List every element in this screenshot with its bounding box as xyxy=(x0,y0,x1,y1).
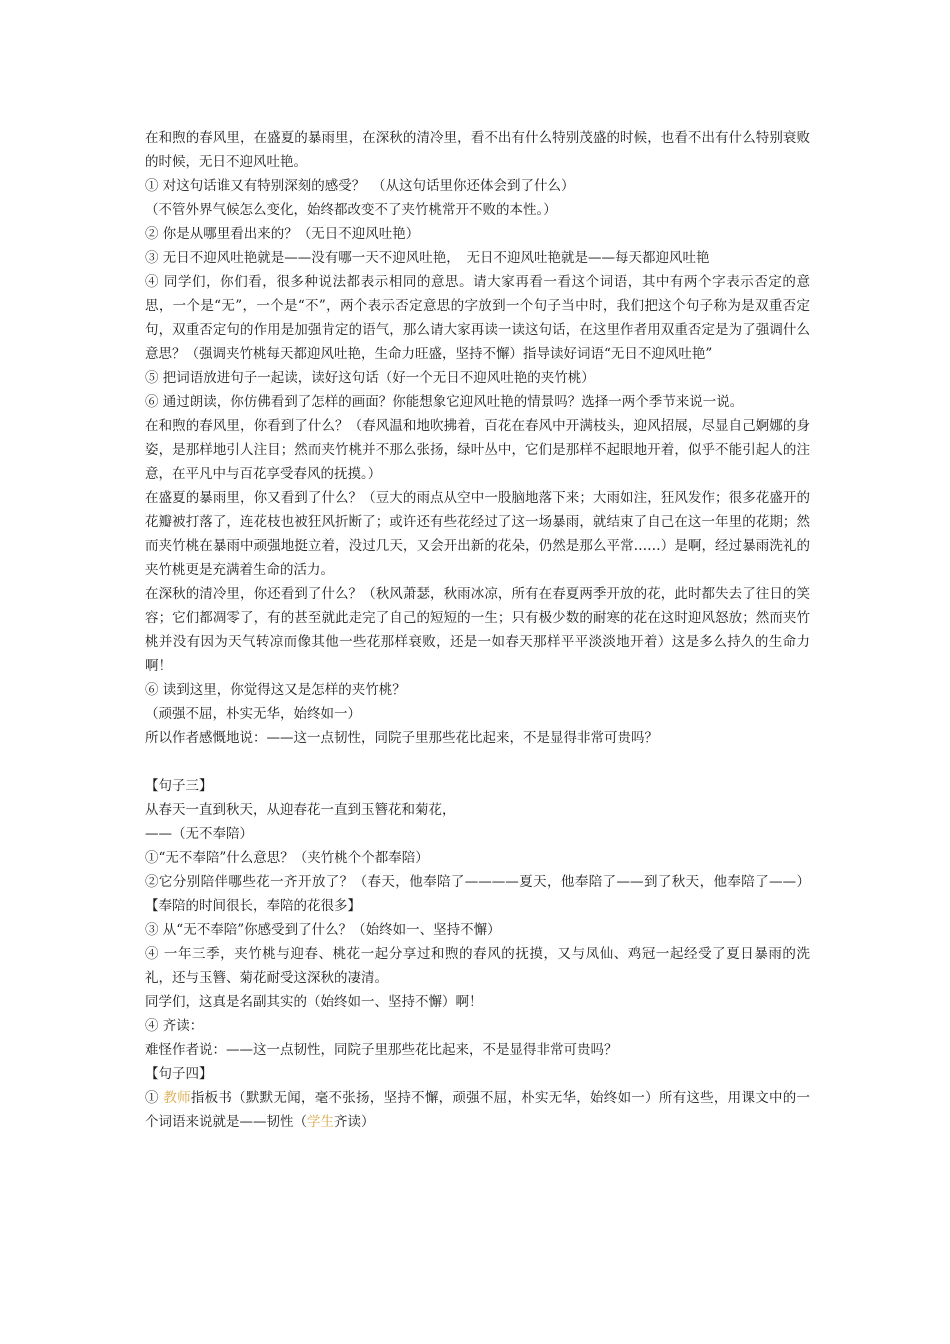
s4-point-1 xyxy=(145,1086,810,1134)
student-link[interactable]: 学生 xyxy=(307,1114,334,1130)
s3-read-aloud: ④ 齐读： xyxy=(145,1018,204,1034)
question-6b: ⑥ 读到这里，你觉得这又是怎样的夹竹桃？ xyxy=(145,682,406,698)
blank-line xyxy=(145,750,810,774)
point-4: ④ 同学们，你们看，很多种说法都表示相同的意思。请大家再看一看这个词语，其中有两个字表示否定的意思，一个是“无”，一个是“不”，两个表示否定意思的字放到一个句子当中时，我们把这个句子称为是双重否定句，双重否定句的作用是加强肯定的语气，那么请大家再读一读这句话，在这里作者用双重否定是为了强调什么意思？（强调夹竹桃每天都迎风吐艳，生命力旺盛，坚持不懈）指导读好词语“无日不迎风吐艳” xyxy=(145,274,810,362)
s3-point-4: ④ 一年三季，夹竹桃与迎春、桃花一起分享过和煦的春风的抚摸，又与凤仙、鸡冠一起经受了夏日暴雨的洗礼，还与玉簪、菊花耐受这深秋的凄清。 xyxy=(145,946,810,986)
paragraph-summer: 在盛夏的暴雨里，你又看到了什么？（豆大的雨点从空中一股脑地落下来；大雨如注，狂风发作；很多花盛开的花瓣被打落了，连花枝也被狂风折断了；或许还有些花经过了这一场暴雨，就结束了自己在这一年里的花期；然而夹竹桃在暴雨中顽强地挺立着，没过几天，又会开出新的花朵，仍然是那么平常……）是啊，经过暴雨洗礼的夹竹桃更是充满着生命的活力。 xyxy=(145,490,810,578)
question-2: ② 你是从哪里看出来的？（无日不迎风吐艳） xyxy=(145,226,420,242)
s4-suffix: 齐读） xyxy=(334,1114,375,1130)
teacher-link[interactable]: 教师 xyxy=(163,1090,191,1106)
sentence-3-fill: ——（无不奉陪） xyxy=(145,826,253,842)
s3-question-1: ①“无不奉陪”什么意思？（夹竹桃个个都奉陪） xyxy=(145,850,429,866)
paragraph-spring: 在和煦的春风里，你看到了什么？（春风温和地吹拂着，百花在春风中开满枝头，迎风招展，尽显自己婀娜的身姿，是那样地引人注目；然而夹竹桃并不那么张扬，绿叶丛中，它们是那样不起眼地开着，似乎不能引起人的注意，在平凡中与百花享受春风的抚摸。） xyxy=(145,418,810,482)
section-heading-4: 【句子四】 xyxy=(145,1066,213,1082)
section-heading-3: 【句子三】 xyxy=(145,778,213,794)
document-page xyxy=(145,126,810,1134)
answer-6b: （顽强不屈，朴实无华，始终如一） xyxy=(145,706,361,722)
paragraph-autumn: 在深秋的清冷里，你还看到了什么？（秋风萧瑟，秋雨冰凉，所有在春夏两季开放的花，此时都失去了往日的笑容；它们都凋零了，有的甚至就此走完了自己的短短的一生；只有极少数的耐寒的花在这时迎风怒放；然而夹竹桃并没有因为天气转凉而像其他一些花那样衰败，还是一如春天那样平平淡淡地开着）这是多么持久的生命力啊！ xyxy=(145,586,810,674)
s3-question-3: ③ 从“无不奉陪”你感受到了什么？（始终如一、坚持不懈） xyxy=(145,922,501,938)
point-3: ③ 无日不迎风吐艳就是——没有哪一天不迎风吐艳， 无日不迎风吐艳就是——每天都迎风吐艳 xyxy=(145,250,710,266)
paragraph-intro: 在和煦的春风里，在盛夏的暴雨里，在深秋的清冷里，看不出有什么特别茂盛的时候，也看不出有什么特别衰败的时候，无日不迎风吐艳。 xyxy=(145,130,810,170)
point-5: ⑤ 把词语放进句子一起读，读好这句话（好一个无日不迎风吐艳的夹竹桃） xyxy=(145,370,595,386)
s3-summary: 同学们，这真是名副其实的（始终如一、坚持不懈）啊！ xyxy=(145,994,483,1010)
author-quote-2: 难怪作者说：——这一点韧性，同院子里那些花比起来，不是显得非常可贵吗？ xyxy=(145,1042,618,1058)
s4-prefix: ① xyxy=(145,1090,164,1106)
s3-question-2: ②它分别陪伴哪些花一齐开放了？（春天，他奉陪了————夏天，他奉陪了——到了秋天，他奉陪了——）【奉陪的时间很长，奉陪的花很多】 xyxy=(145,874,810,914)
question-1: ① 对这句话谁又有特别深刻的感受？ （从这句话里你还体会到了什么） xyxy=(145,178,575,194)
answer-1: （不管外界气候怎么变化，始终都改变不了夹竹桃常开不败的本性。） xyxy=(145,202,557,218)
point-6: ⑥ 通过朗读，你仿佛看到了怎样的画面？你能想象它迎风吐艳的情景吗？选择一两个季节来说一说。 xyxy=(145,394,744,410)
sentence-3-line: 从春天一直到秋天，从迎春花一直到玉簪花和菊花， xyxy=(145,802,456,818)
s4-middle: 指板书（默默无闻，毫不张扬，坚持不懈，顽强不屈，朴实无华，始终如一）所有这些，用课文中的一个词语来说就是——韧性（ xyxy=(145,1090,811,1130)
author-quote-1: 所以作者感慨地说：——这一点韧性，同院子里那些花比起来，不是显得非常可贵吗？ xyxy=(145,730,658,746)
